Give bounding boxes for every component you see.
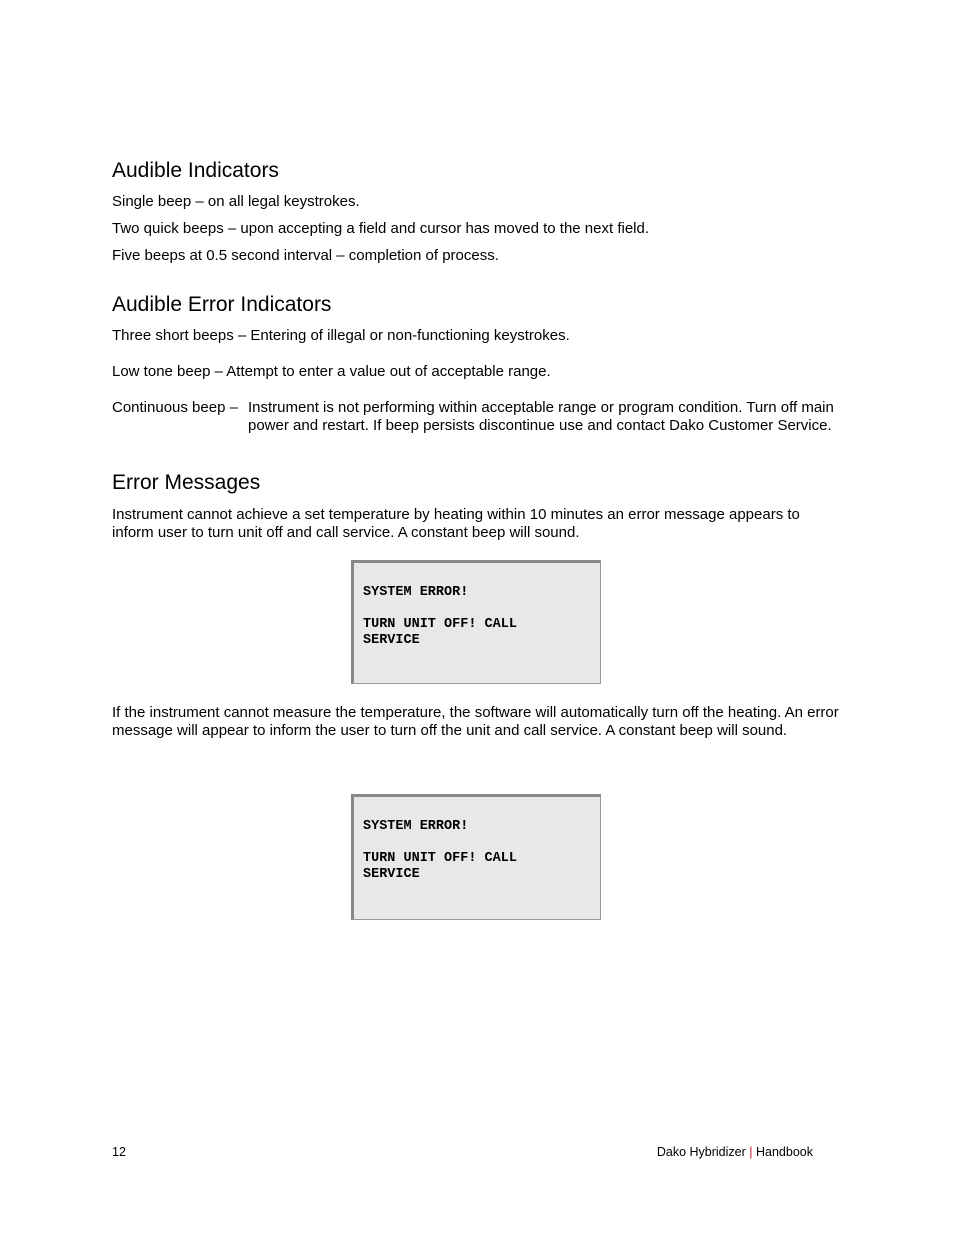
lcd-line: TURN UNIT OFF! CALL: [363, 851, 517, 866]
audible-indicators-heading: Audible Indicators: [112, 159, 279, 182]
error-messages-paragraph-2: If the instrument cannot measure the temperature, the software will automatically turn off the heating. An error message will appear to inform the user to turn off the unit and call service. A constant beep will sound.: [112, 704, 839, 739]
footer-doc-type: Handbook: [756, 1145, 813, 1159]
audible-error-item-low-tone: Low tone beep – Attempt to enter a value out of acceptable range.: [112, 363, 551, 380]
lcd-line: SERVICE: [363, 633, 420, 648]
lcd-screen-error-2: [351, 794, 601, 920]
footer-product: Dako Hybridizer: [656, 1145, 746, 1159]
lcd-screen-error-1: [351, 560, 601, 684]
error-messages-paragraph-1: Instrument cannot achieve a set temperature by heating within 10 minutes an error message appears to inform user to turn unit off and call service. A constant beep will sound.: [112, 506, 800, 541]
lcd-blank-line: [363, 835, 600, 851]
audible-item-five-beeps: Five beeps at 0.5 second interval – completion of process.: [112, 247, 499, 264]
audible-error-item-three-beeps: Three short beeps – Entering of illegal or non-functioning keystrokes.: [112, 327, 570, 344]
audible-error-indicators-heading: Audible Error Indicators: [112, 293, 332, 316]
audible-item-single-beep: Single beep – on all legal keystrokes.: [112, 193, 360, 210]
footer-separator: |: [749, 1145, 753, 1159]
lcd-line: TURN UNIT OFF! CALL: [363, 617, 517, 632]
page-number: 12: [112, 1145, 126, 1159]
continuous-beep-description: Instrument is not performing within acceptable range or program condition. Turn off main power and restart. If beep persists discontinue use and contact Dako Customer Service.: [248, 399, 834, 434]
error-messages-heading: Error Messages: [112, 471, 261, 494]
lcd-blank-line: [363, 601, 600, 617]
footer-title: [657, 1145, 813, 1159]
continuous-beep-term: Continuous beep –: [112, 399, 238, 416]
lcd-line: SYSTEM ERROR!: [363, 819, 469, 834]
lcd-line: SERVICE: [363, 867, 420, 882]
audible-item-two-beeps: Two quick beeps – upon accepting a field and cursor has moved to the next field.: [112, 220, 649, 237]
lcd-line: SYSTEM ERROR!: [363, 585, 469, 600]
